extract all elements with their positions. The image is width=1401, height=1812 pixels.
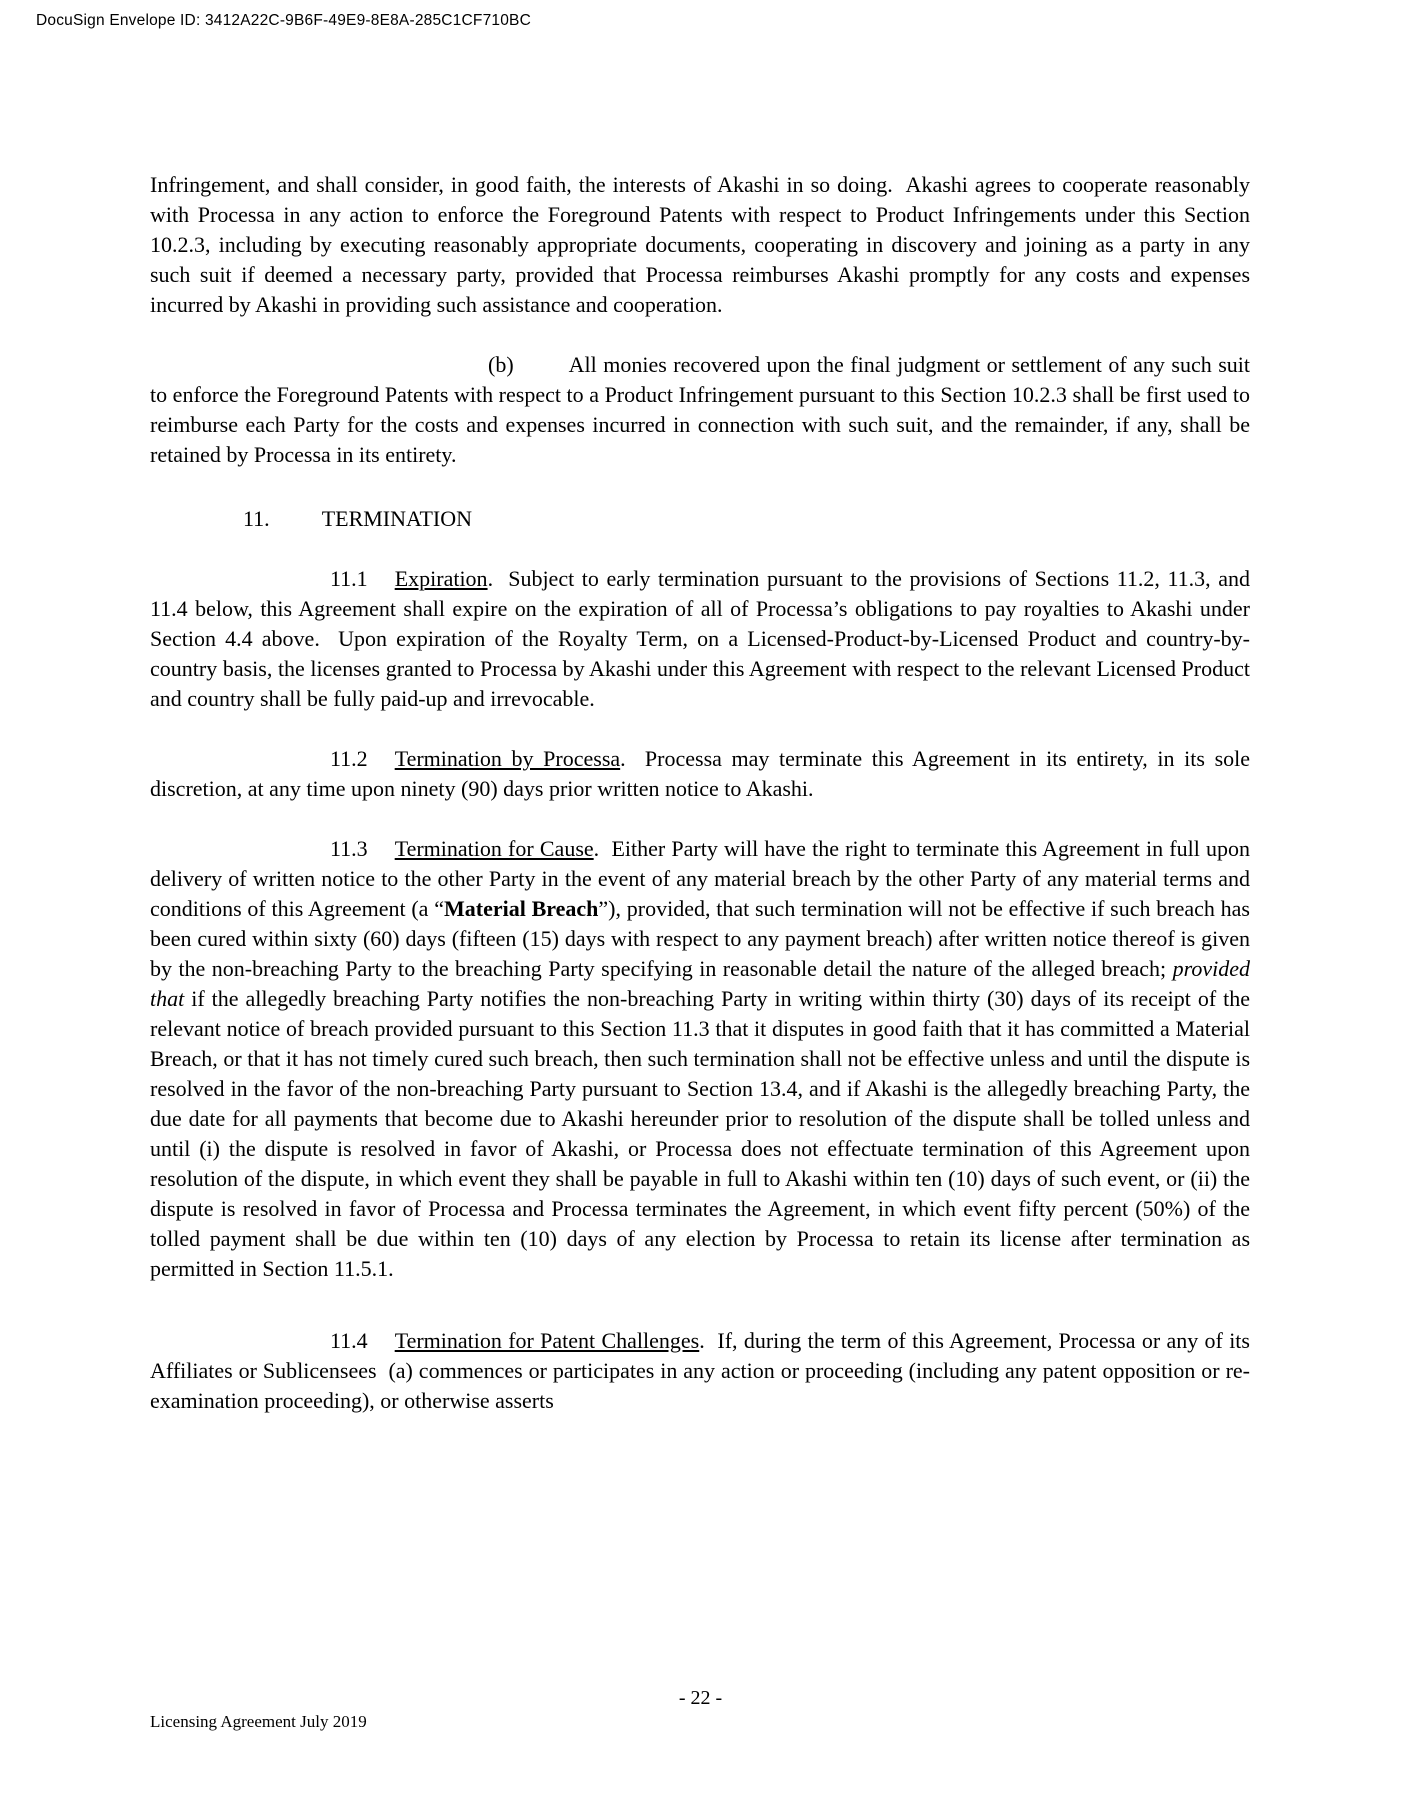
section-11-4-paragraph [150, 1326, 1250, 1416]
section-11-2-title: Termination by Processa [394, 746, 621, 771]
section-11-3-number: 11.3 [330, 836, 368, 861]
paragraph-b-label: (b) [488, 352, 514, 377]
section-11-3-paragraph [150, 834, 1250, 1284]
section-11-heading [150, 504, 1250, 534]
document-body [150, 170, 1250, 1416]
paragraph-b [150, 350, 1250, 470]
material-breach-defined-term: Material Breach [443, 896, 599, 921]
section-11-4-text: . If, during the term of this Agreement, Processa or any of its Affiliates or Sublicensees (a) commences or participates in any action or proceeding (including any patent opposition or re-examination proceeding), or otherwise asserts [150, 1328, 1250, 1413]
section-11-3-text-2: ”), provided, that such termination will not be effective if such breach has been cured within sixty (60) days (fifteen (15) days with respect to any payment breach) after written notice thereof is given by the non-breaching Party to the breaching Party specifying in reasonable detail the nature of the alleged breach; [150, 896, 1250, 981]
section-11-2-number: 11.2 [330, 746, 368, 771]
page-number: - 22 - [678, 1687, 723, 1709]
section-11-1-text: . Subject to early termination pursuant to the provisions of Sections 11.2, 11.3, and 11.4 below, this Agreement shall expire on the expiration of all of Processa’s obligations to pay royalties to Akashi under Section 4.4 above. Upon expiration of the Royalty Term, on a Licensed-Product-by-Licensed Product and country-by-country basis, the licenses granted to Processa by Akashi under this Agreement with respect to the relevant Licensed Product and country shall be fully paid-up and irrevocable. [150, 566, 1250, 711]
section-11-2-paragraph [150, 744, 1250, 804]
section-11-number: 11. [243, 506, 270, 531]
section-11-3-title: Termination for Cause [394, 836, 594, 861]
section-11-3-text-3: if the allegedly breaching Party notifies the non-breaching Party in writing within thirty (30) days of its receipt of the relevant notice of breach provided pursuant to this Section 11.3 that it disputes in good faith that it has committed a Material Breach, or that it has not timely cured such breach, then such termination shall not be effective unless and until the dispute is resolved in the favor of the non-breaching Party pursuant to Section 13.4, and if Akashi is the allegedly breaching Party, the due date for all payments that become due to Akashi hereunder prior to resolution of the dispute shall be tolled unless and until (i) the dispute is resolved in favor of Akashi, or Processa does not effectuate termination of this Agreement upon resolution of the dispute, in which event they shall be payable in full to Akashi within ten (10) days of such event, or (ii) the dispute is resolved in favor of Processa and Processa terminates the Agreement, in which event fifty percent (50%) of the tolled payment shall be due within ten (10) days of any election by Processa to retain its license after termination as permitted in Section 11.5.1. [150, 986, 1250, 1281]
section-11-1-number: 11.1 [330, 566, 368, 591]
section-11-2-text: . Processa may terminate this Agreement in its entirety, in its sole discretion, at any time upon ninety (90) days prior written notice to Akashi. [150, 746, 1251, 801]
section-11-1-title: Expiration [394, 566, 488, 591]
paragraph-infringement [150, 170, 1250, 320]
paragraph-b-text: All monies recovered upon the final judgment or settlement of any such suit to enforce the Foreground Patents with respect to a Product Infringement pursuant to this Section 10.2.3 shall be first used to reimburse each Party for the costs and expenses incurred in connection with such suit, and the remainder, if any, shall be retained by Processa in its entirety. [150, 352, 1250, 467]
section-11-4-title: Termination for Patent Challenges [394, 1328, 700, 1353]
docusign-envelope-id: DocuSign Envelope ID: 3412A22C-9B6F-49E9-8E8A-285C1CF710BC [36, 12, 531, 29]
section-11-title: TERMINATION [321, 506, 473, 531]
paragraph-infringement-text: Infringement, and shall consider, in good faith, the interests of Akashi in so doing. Akashi agrees to cooperate reasonably with Processa in any action to enforce the Foreground Patents with respect to Product Infringements under this Section 10.2.3, including by executing reasonably appropriate documents, cooperating in discovery and joining as a party in any such suit if deemed a necessary party, provided that Processa reimburses Akashi promptly for any costs and expenses incurred by Akashi in providing such assistance and cooperation. [150, 172, 1250, 317]
section-11-1-paragraph [150, 564, 1250, 714]
section-11-4-number: 11.4 [330, 1328, 368, 1353]
section-11-3-text-1: . Either Party will have the right to terminate this Agreement in full upon delivery of written notice to the other Party in the event of any material breach by the other Party of any material terms and conditions of this Agreement (a “ [150, 836, 1251, 921]
footer-note: Licensing Agreement July 2019 [150, 1712, 367, 1731]
provided-that-phrase: provided that [150, 956, 1250, 1011]
